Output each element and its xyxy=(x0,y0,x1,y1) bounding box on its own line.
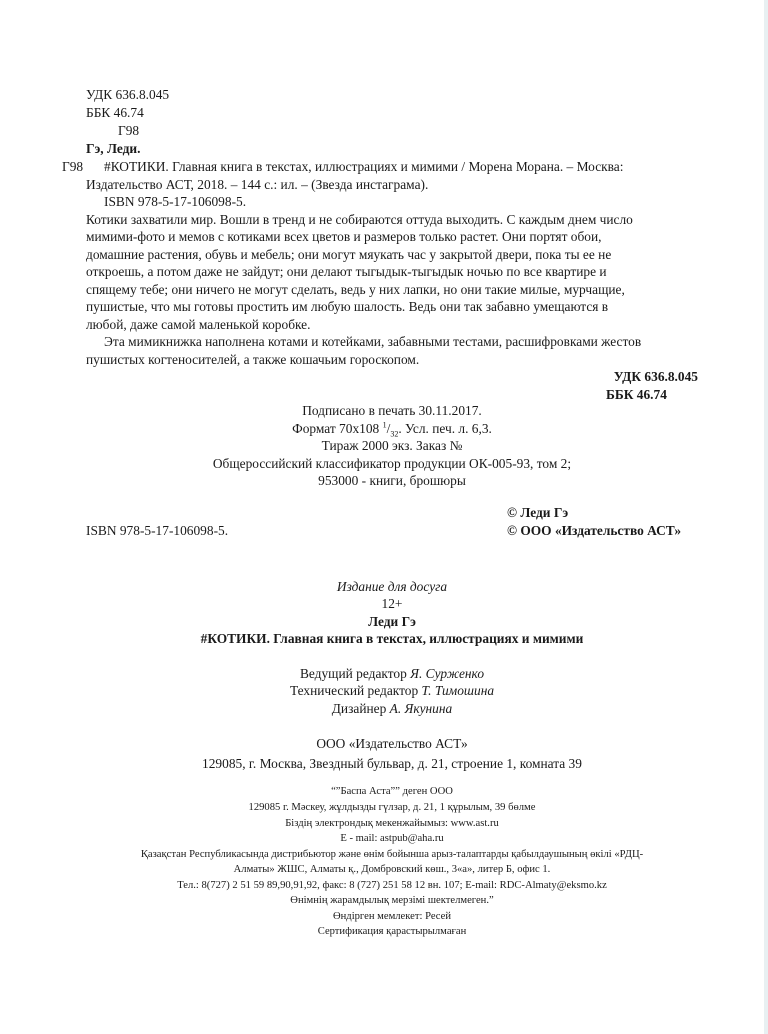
print-signed: Подписано в печать 30.11.2017. xyxy=(302,403,482,418)
isbn: ISBN 978-5-17-106098-5. xyxy=(86,523,229,538)
staff-role: Дизайнер xyxy=(331,701,390,716)
bbk-right: ББК 46.74 xyxy=(606,387,667,402)
staff-designer xyxy=(0,700,768,717)
edition-author: Леди Гэ xyxy=(368,614,416,629)
annotation-line: мимими-фото и мемов с котиками всех цветов и размеров только растет. Они портят обои, xyxy=(86,229,602,244)
kz-line: Өндірген мемлекет: Ресей xyxy=(332,911,451,922)
copyright-author: © Леди Гэ xyxy=(507,505,569,520)
entry-line-2: Издательство АСТ, 2018. – 144 с.: ил. – (Звезда инстаграма). xyxy=(86,177,429,192)
kz-line: Сертификация қарастырылмаған xyxy=(317,926,467,937)
format-suffix: . Усл. печ. л. 6,3. xyxy=(398,421,492,436)
udk-code: УДК 636.8.045 xyxy=(86,87,170,102)
annotation-line: пушистых когтеносителей, а также кошачьим гороскопом. xyxy=(86,352,420,367)
udk-right: УДК 636.8.045 xyxy=(613,369,698,384)
kz-line: Біздің электрондық мекенжайымыз: www.ast.ru xyxy=(285,818,499,829)
kz-line: E - mail: astpub@aha.ru xyxy=(340,833,444,844)
staff-role: Ведущий редактор xyxy=(299,666,411,681)
format-numerator: 1 xyxy=(382,420,387,430)
kz-line: 129085 г. Мәскеу, жұлдызды гүлзар, д. 21, 1 құрылым, 39 бөлме xyxy=(248,802,536,813)
format-denominator: 32 xyxy=(390,429,399,439)
edition-title: #КОТИКИ. Главная книга в текстах, иллюстрациях и мимими xyxy=(200,631,584,646)
edition-type: Издание для досуга xyxy=(336,579,448,594)
staff-name: А. Якунина xyxy=(389,701,453,716)
entry-code: Г98 xyxy=(62,159,84,174)
print-format: Формат 70x108 $^1/_{32}$. Усл. печ. л. 6,3. xyxy=(292,420,492,439)
author-heading: Гэ, Леди. xyxy=(86,141,141,156)
author-mark: Г98 xyxy=(118,123,140,138)
staff-role: Технический редактор xyxy=(289,683,422,698)
print-okp: Общероссийский классификатор продукции ОК-005-93, том 2; xyxy=(212,456,572,471)
staff-tech-editor xyxy=(0,682,768,699)
staff-name: Я. Сурженко xyxy=(410,666,485,681)
annotation-line: Котики захватили мир. Вошли в тренд и не собираются оттуда выходить. С каждым днем число xyxy=(86,212,633,227)
kz-line: Қазақстан Республикасында дистрибьютор және өнім бойынша арыз-талаптарды қабылдаушының өкілі «РДЦ- xyxy=(140,849,644,860)
bbk-code: ББК 46.74 xyxy=(86,105,144,120)
kz-line: Алматы» ЖШС, Алматы қ., Домбровский көш., 3«а», литер Б, офис 1. xyxy=(233,864,551,875)
annotation-line: домашние растения, обувь и мебель; они могут мяукать час у закрытой двери, пока ты ее не xyxy=(86,247,612,262)
annotation-line: любой, даже самой маленькой коробке. xyxy=(86,317,311,332)
annotation-line: спящему тебе; они ничего не могут сделать, ведь у них лапки, но они такие милые, мурчащие, xyxy=(86,282,625,297)
publisher-name: ООО «Издательство АСТ» xyxy=(316,736,468,751)
print-run: Тираж 2000 экз. Заказ № xyxy=(321,438,463,453)
age-rating: 12+ xyxy=(381,596,403,611)
annotation-line: Эта мимикнижка наполнена котами и котейками, забавными тестами, расшифровками жестов xyxy=(104,334,642,349)
annotation-line: откроешь, а потом даже не зайдут; они делают тыгыдык-тыгыдык ночью по все квартире и xyxy=(86,264,607,279)
staff-lead-editor xyxy=(0,665,768,682)
entry-line-1: #КОТИКИ. Главная книга в текстах, иллюстрациях и мимими / Морена Морана. – Москва: xyxy=(104,159,624,174)
kz-line: Өнімнің жарамдылық мерзімі шектелмеген.” xyxy=(290,895,494,906)
entry-isbn: ISBN 978-5-17-106098-5. xyxy=(104,194,247,209)
format-prefix: Формат 70x108 xyxy=(292,421,383,436)
kz-line: Тел.: 8(727) 2 51 59 89,90,91,92, факс: 8 (727) 251 58 12 вн. 107; E-mail: RDC-Almaty@eksmo.kz xyxy=(177,880,607,891)
copyright-publisher: © ООО «Издательство АСТ» xyxy=(507,523,682,538)
kz-line: “”Баспа Аста”” деген ООО xyxy=(331,786,453,797)
print-okp-code: 953000 - книги, брошюры xyxy=(318,473,466,488)
publisher-address: 129085, г. Москва, Звездный бульвар, д. 21, строение 1, комната 39 xyxy=(202,756,582,771)
annotation-line: пушистые, что мы готовы простить им любую шалость. Ведь они так забавно умещаются в xyxy=(86,299,609,314)
staff-name: Т. Тимошина xyxy=(421,683,495,698)
